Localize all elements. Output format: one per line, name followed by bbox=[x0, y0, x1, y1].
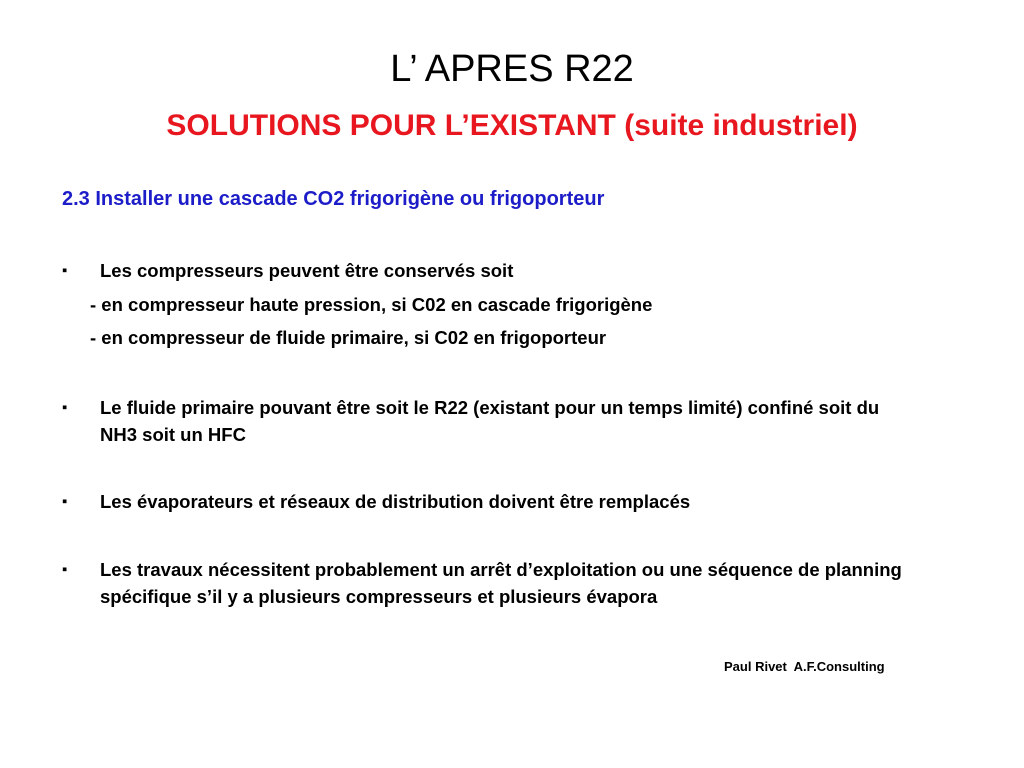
bullet-text: Les travaux nécessitent probablement un arrêt d’exploitation ou une séquence de planning spécifique s’il y a plusieurs compresseurs et plusieurs évapora bbox=[100, 559, 902, 607]
footer-credit: Paul Rivet A.F.Consulting bbox=[724, 659, 885, 674]
bullet-text: Les évaporateurs et réseaux de distribution doivent être remplacés bbox=[100, 491, 691, 512]
bullet-marker-icon: ▪ bbox=[62, 493, 68, 510]
bullet-marker-icon: ▪ bbox=[62, 399, 68, 416]
bullet-marker-icon: ▪ bbox=[62, 561, 68, 578]
bullet-subitem: - en compresseur de fluide primaire, si C02 en frigoporteur bbox=[90, 327, 607, 348]
bullet-marker-icon: ▪ bbox=[62, 262, 68, 279]
slide-title: L’ APRES R22 bbox=[390, 48, 634, 90]
section-heading: 2.3 Installer une cascade CO2 frigorigène ou frigoporteur bbox=[62, 188, 605, 210]
bullet-subitem: - en compresseur haute pression, si C02 en cascade frigorigène bbox=[90, 294, 653, 315]
slide-subtitle: SOLUTIONS POUR L’EXISTANT (suite industriel) bbox=[166, 109, 858, 142]
bullet-text: Le fluide primaire pouvant être soit le R22 (existant pour un temps limité) confiné soit du NH3 soit un HFC bbox=[100, 397, 880, 445]
bullet-text: Les compresseurs peuvent être conservés soit bbox=[100, 260, 514, 281]
